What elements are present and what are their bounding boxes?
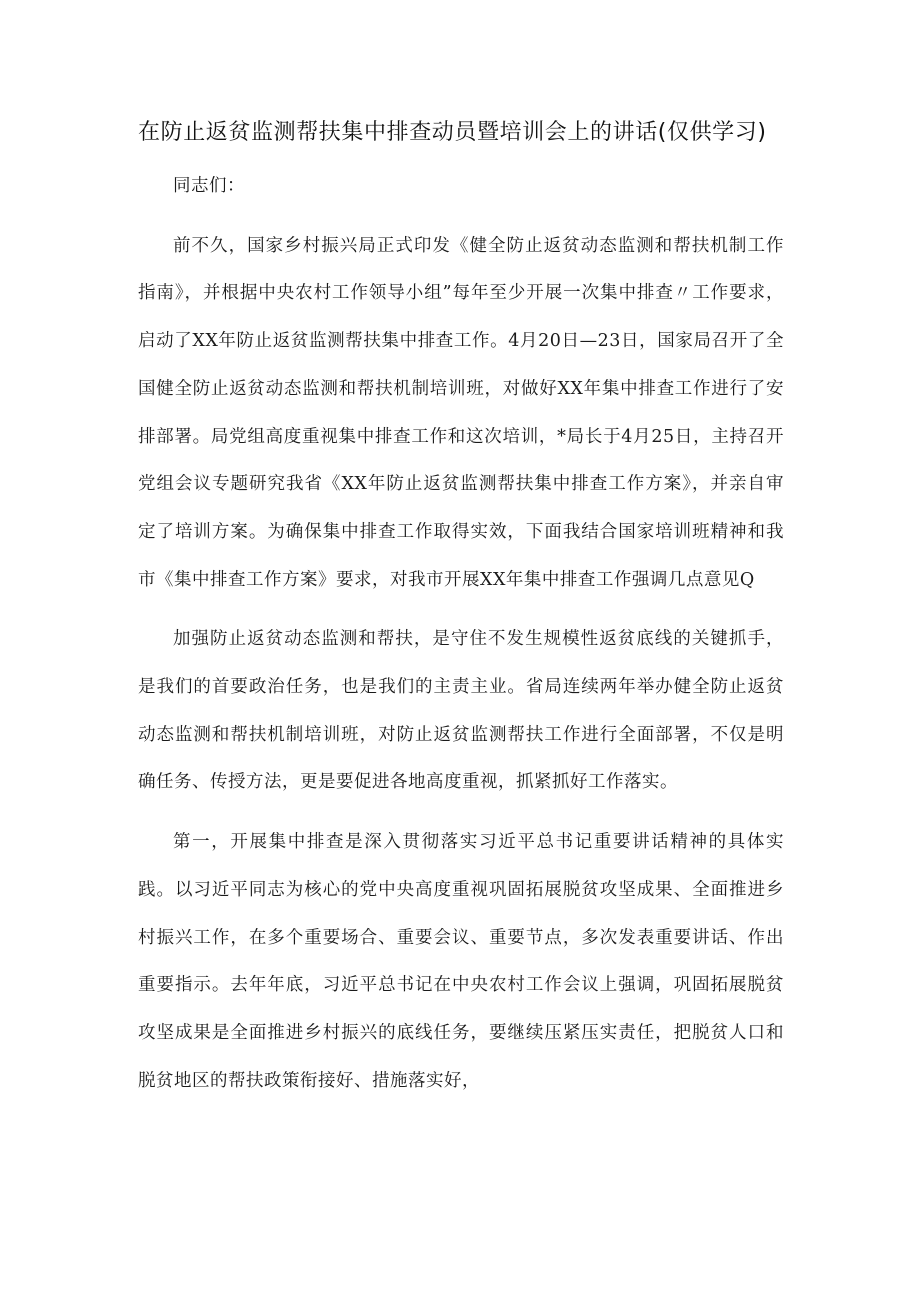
document-body xyxy=(138,163,784,1105)
body-paragraph-2: 加强防止返贫动态监测和帮扶，是守住不发生规模性返贫底线的关键抓手，是我们的首要政治任务，也是我们的主责主业。省局连续两年举办健全防止返贫动态监测和帮扶机制培训班，对防止返贫监测帮扶工作进行全面部署，不仅是明确任务、传授方法，更是要促进各地高度重视，抓紧抓好工作落实。 xyxy=(138,629,784,793)
body-paragraph-3: 第一，开展集中排查是深入贯彻落实习近平总书记重要讲话精神的具体实践。以习近平同志为核心的党中央高度重视巩固拓展脱贫攻坚成果、全面推进乡村振兴工作，在多个重要场合、重要会议、重要节点，多次发表重要讲话、作出重要指示。去年年底，习近平总书记在中央农村工作会议上强调，巩固拓展脱贫攻坚成果是全面推进乡村振兴的底线任务，要继续压紧压实责任，把脱贫人口和脱贫地区的帮扶政策衔接好、措施落实好， xyxy=(138,832,784,1091)
body-paragraph-1: 前不久，国家乡村振兴局正式印发《健全防止返贫动态监测和帮扶机制工作指南》，并根据中央农村工作领导小组”每年至少开展一次集中排查〃工作要求，启动了XX年防止返贫监测帮扶集中排查工作。4月20日—23日，国家局召开了全国健全防止返贫动态监测和帮扶机制培训班，对做好XX年集中排查工作进行了安排部署。局党组高度重视集中排查工作和这次培训，*局长于4月25日，主持召开党组会议专题研究我省《XX年防止返贫监测帮扶集中排查工作方案》，并亲自审定了培训方案。为确保集中排查工作取得实效，下面我结合国家培训班精神和我市《集中排查工作方案》要求，对我市开展XX年集中排查工作强调几点意见Q xyxy=(138,235,784,590)
document-title: 在防止返贫监测帮扶集中排查动员暨培训会上的讲话(仅供学习) xyxy=(138,120,767,145)
salutation-paragraph: 同志们： xyxy=(173,176,245,196)
